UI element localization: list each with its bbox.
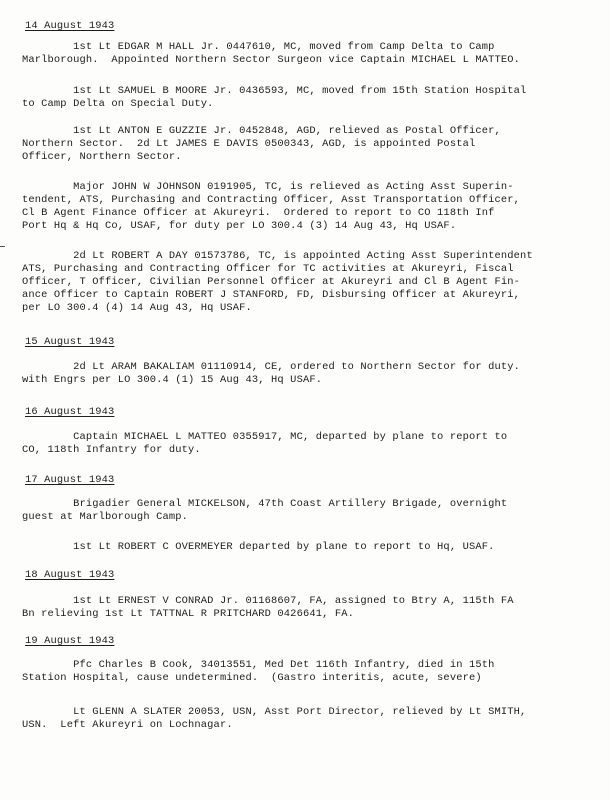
entry-line: 1st Lt ERNEST V CONRAD Jr. 01168607, FA, assigned to Btry A, 115th FA — [22, 595, 514, 607]
date-heading: 18 August 1943 — [25, 569, 115, 581]
log-entry — [22, 541, 610, 554]
entry-line: tendent, ATS, Purchasing and Contracting Officer, Asst Transportation Officer, — [22, 193, 521, 206]
date-heading: 17 August 1943 — [25, 474, 115, 486]
entry-line: USN. Left Akureyri on Lochnagar. — [22, 718, 233, 731]
date-heading: 14 August 1943 — [25, 20, 115, 32]
log-entry — [22, 595, 610, 621]
entry-line: Major JOHN W JOHNSON 0191905, TC, is relieved as Acting Asst Superin- — [22, 181, 514, 193]
entry-line: 2d Lt ARAM BAKALIAM 01110914, CE, ordered to Northern Sector for duty. — [22, 361, 521, 373]
entry-line: 1st Lt SAMUEL B MOORE Jr. 0436593, MC, moved from 15th Station Hospital — [22, 85, 527, 97]
entry-line: Port Hq & Hq Co, USAF, for duty per LO 300.4 (3) 14 Aug 43, Hq USAF. — [22, 219, 457, 232]
log-entry — [22, 125, 610, 164]
entry-line: 1st Lt EDGAR M HALL Jr. 0447610, MC, moved from Camp Delta to Camp — [22, 41, 495, 53]
entry-line: Officer, T Officer, Civilian Personnel Officer at Akureyri and Cl B Agent Fin- — [22, 275, 521, 288]
entry-line: Pfc Charles B Cook, 34013551, Med Det 116th Infantry, died in 15th — [22, 659, 495, 671]
entry-line: ATS, Purchasing and Contracting Officer for TC activities at Akureyri, Fiscal — [22, 262, 514, 275]
log-entry — [22, 498, 610, 524]
log-entry — [22, 41, 610, 67]
log-entry — [22, 431, 610, 457]
entry-line: 2d Lt ROBERT A DAY 01573786, TC, is appointed Acting Asst Superintendent — [22, 250, 533, 262]
log-entry — [22, 659, 610, 685]
entry-line: per LO 300.4 (4) 14 Aug 43, Hq USAF. — [22, 301, 252, 314]
entry-line: Captain MICHAEL L MATTEO 0355917, MC, departed by plane to report to — [22, 431, 508, 443]
log-entry — [22, 181, 610, 233]
entry-line: with Engrs per LO 300.4 (1) 15 Aug 43, Hq USAF. — [22, 373, 323, 386]
entry-line: Bn relieving 1st Lt TATTNAL R PRITCHARD 0426641, FA. — [22, 607, 355, 620]
date-heading: 15 August 1943 — [25, 336, 115, 348]
date-heading: 19 August 1943 — [25, 635, 115, 647]
entry-line: to Camp Delta on Special Duty. — [22, 97, 214, 110]
entry-line: Northern Sector. 2d Lt JAMES E DAVIS 0500343, AGD, is appointed Postal — [22, 137, 476, 150]
entry-line: Officer, Northern Sector. — [22, 150, 182, 163]
entry-line: Brigadier General MICKELSON, 47th Coast Artillery Brigade, overnight — [22, 498, 508, 510]
margin-mark — [0, 246, 5, 247]
entry-line: Lt GLENN A SLATER 20053, USN, Asst Port Director, relieved by Lt SMITH, — [22, 706, 527, 718]
entry-line: CO, 118th Infantry for duty. — [22, 443, 201, 456]
entry-line: ance Officer to Captain ROBERT J STANFORD, FD, Disbursing Officer at Akureyri, — [22, 288, 521, 301]
log-entry — [22, 361, 610, 387]
entry-line: 1st Lt ANTON E GUZZIE Jr. 0452848, AGD, relieved as Postal Officer, — [22, 125, 501, 137]
entry-line: guest at Marlborough Camp. — [22, 510, 189, 523]
entry-line: 1st Lt ROBERT C OVERMEYER departed by plane to report to Hq, USAF. — [22, 541, 495, 553]
log-entry — [22, 250, 610, 315]
entry-line: Marlborough. Appointed Northern Sector Surgeon vice Captain MICHAEL L MATTEO. — [22, 53, 521, 66]
log-entry — [22, 706, 610, 732]
date-heading: 16 August 1943 — [25, 406, 115, 418]
log-entry — [22, 85, 610, 111]
entry-line: Station Hospital, cause undetermined. (Gastro interitis, acute, severe) — [22, 671, 482, 684]
entry-line: Cl B Agent Finance Officer at Akureyri. Ordered to report to CO 118th Inf — [22, 206, 495, 219]
